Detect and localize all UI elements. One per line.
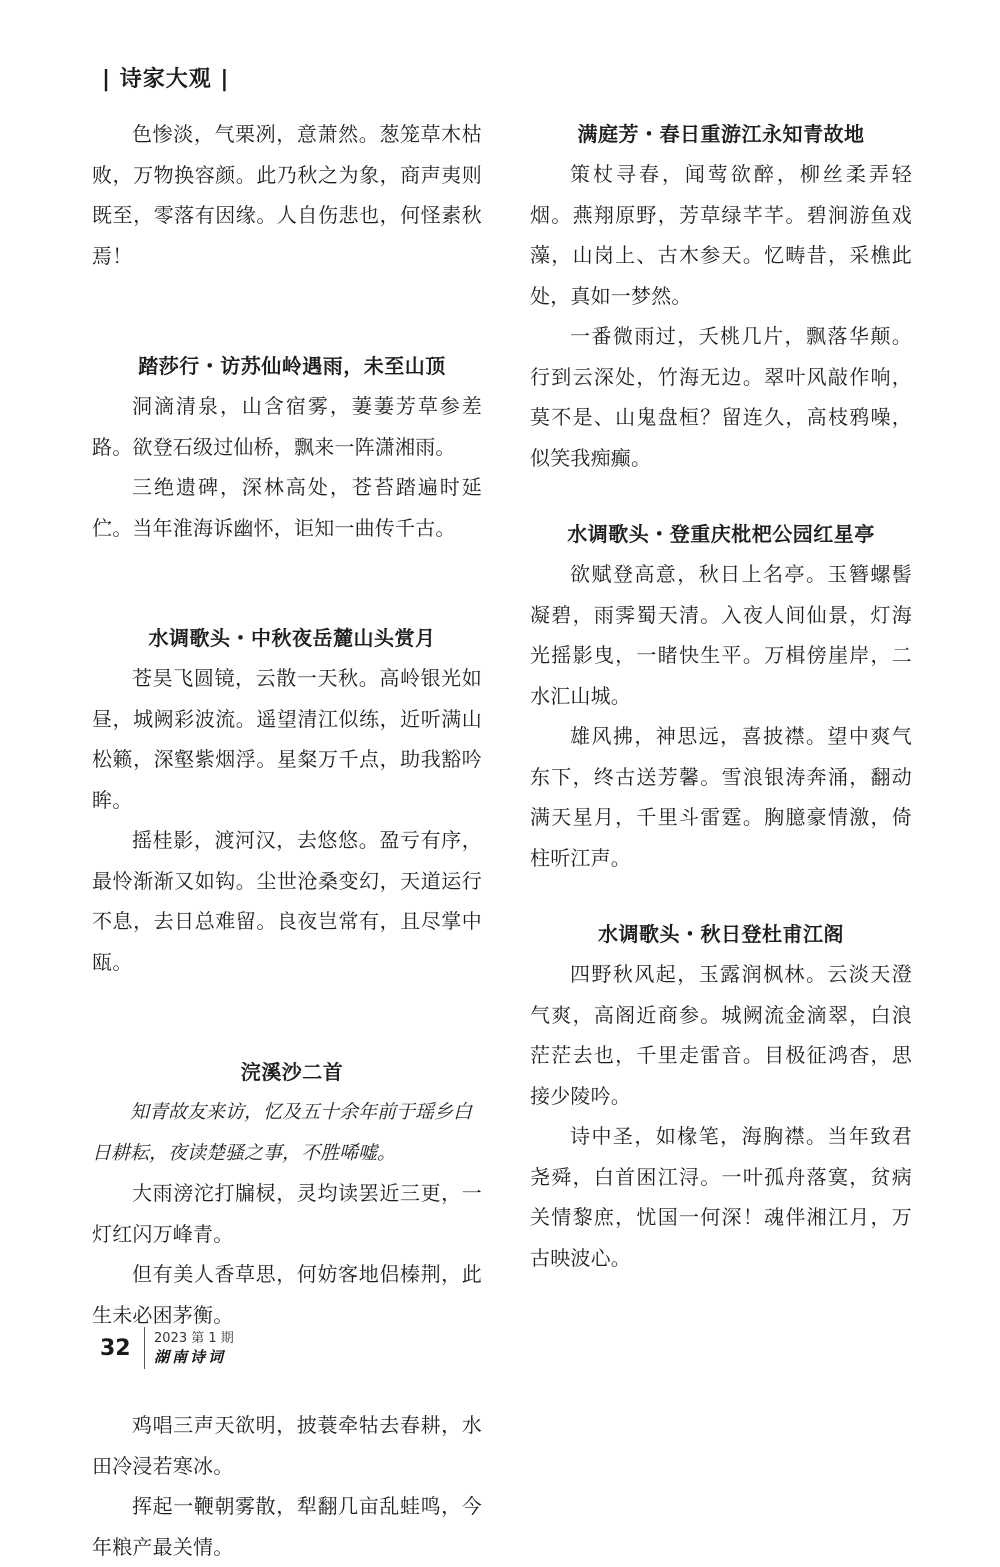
right-column xyxy=(530,114,912,1278)
poem-stanza: 苍昊飞圆镜，云散一天秋。高岭银光如昼，城阙彩波流。遥望清江似练，近听满山松籁，深壑紫烟浮。星粲万千点，助我豁吟眸。 xyxy=(92,666,482,812)
intro-paragraph: 色惨淡，气栗冽，意萧然。葱笼草木枯败，万物换容颜。此乃秋之为象，商声夷则既至，零落有因缘。人自伤悲也，何怪素秋焉！ xyxy=(92,122,482,268)
poem-title: 满庭芳・春日重游江永知青故地 xyxy=(577,122,865,146)
poem-stanza: 一番微雨过，夭桃几片，飘落华颠。行到云深处，竹海无边。翠叶风敲作响，莫不是、山鬼盘桓？留连久，高枝鸦噪，似笑我痴癫。 xyxy=(530,324,912,470)
poem-title: 水调歌头・中秋夜岳麓山头赏月 xyxy=(148,626,436,650)
poem-stanza: 挥起一鞭朝雾散，犁翻几亩乱蛙鸣，今年粮产最关情。 xyxy=(92,1494,482,1559)
poem-stanza: 欲赋登高意，秋日上名亭。玉簪螺髻凝碧，雨霁蜀天清。入夜人间仙景，灯海光摇影曳，一睹快生平。万楫傍崖岸，二水汇山城。 xyxy=(530,562,912,708)
poem-stanza: 诗中圣，如椽笔，海胸襟。当年致君尧舜，白首困江浔。一叶孤舟落寞，贫病关情黎庶，忧国一何深！魂伴湘江月，万古映波心。 xyxy=(530,1124,912,1270)
poem-stanza: 三绝遗碑，深林高处，苍苔踏遍时延伫。当年淮海诉幽怀，讵知一曲传千古。 xyxy=(92,475,482,540)
issue-label: 2023 第 1 期 xyxy=(154,1331,234,1346)
page-number: 32 xyxy=(100,1335,131,1361)
poem-stanza: 大雨滂沱打牖棂，灵均读罢近三更，一灯红闪万峰青。 xyxy=(92,1181,482,1246)
poem-title: 踏莎行・访苏仙岭遇雨，未至山顶 xyxy=(138,354,446,378)
poem-stanza: 摇桂影，渡河汉，去悠悠。盈亏有序，最怜渐渐又如钩。尘世沧桑变幻，天道运行不息，去日总难留。良夜岂常有，且尽掌中瓯。 xyxy=(92,828,482,974)
poem-stanza: 策杖寻春，闻莺欲醉，柳丝柔弄轻烟。燕翔原野，芳草绿芊芊。碧涧游鱼戏藻，山岗上、古木参天。忆畴昔，采樵此处，真如一梦然。 xyxy=(530,162,912,308)
page-footer xyxy=(100,1326,234,1370)
poem-title: 浣溪沙二首 xyxy=(240,1060,344,1084)
poem-stanza: 洞滴清泉，山含宿雾，萋萋芳草参差路。欲登石级过仙桥，飘来一阵潇湘雨。 xyxy=(92,394,482,459)
poem-stanza: 但有美人香草思，何妨客地侣榛荆，此生未必困茅衡。 xyxy=(92,1262,482,1327)
poem-stanza: 四野秋风起，玉露润枫林。云淡天澄气爽，高阁近商参。城阙流金滴翠，白浪茫茫去也，千里走雷音。目极征鸿杳，思接少陵吟。 xyxy=(530,962,912,1108)
footer-divider xyxy=(144,1327,145,1369)
poem-stanza: 雄风拂，神思远，喜披襟。望中爽气东下，终古送芳馨。雪浪银涛奔涌，翻动满天星月，千里斗雷霆。胸臆豪情激，倚柱听江声。 xyxy=(530,724,912,870)
poem-stanza: 鸡唱三声天欲明，披蓑牵牯去春耕，水田冷浸若寒冰。 xyxy=(92,1413,482,1478)
journal-name: 湖南诗词 xyxy=(154,1348,227,1366)
poem-title: 水调歌头・登重庆枇杷公园红星亭 xyxy=(567,522,875,546)
section-header: | 诗家大观 | xyxy=(102,67,230,92)
footer-info xyxy=(154,1330,234,1366)
poem-preface: 知青故友来访，忆及五十余年前于瑶乡白日耕耘，夜读楚骚之事，不胜唏嘘。 xyxy=(92,1101,473,1164)
poem-title: 水调歌头・秋日登杜甫江阁 xyxy=(598,922,844,946)
